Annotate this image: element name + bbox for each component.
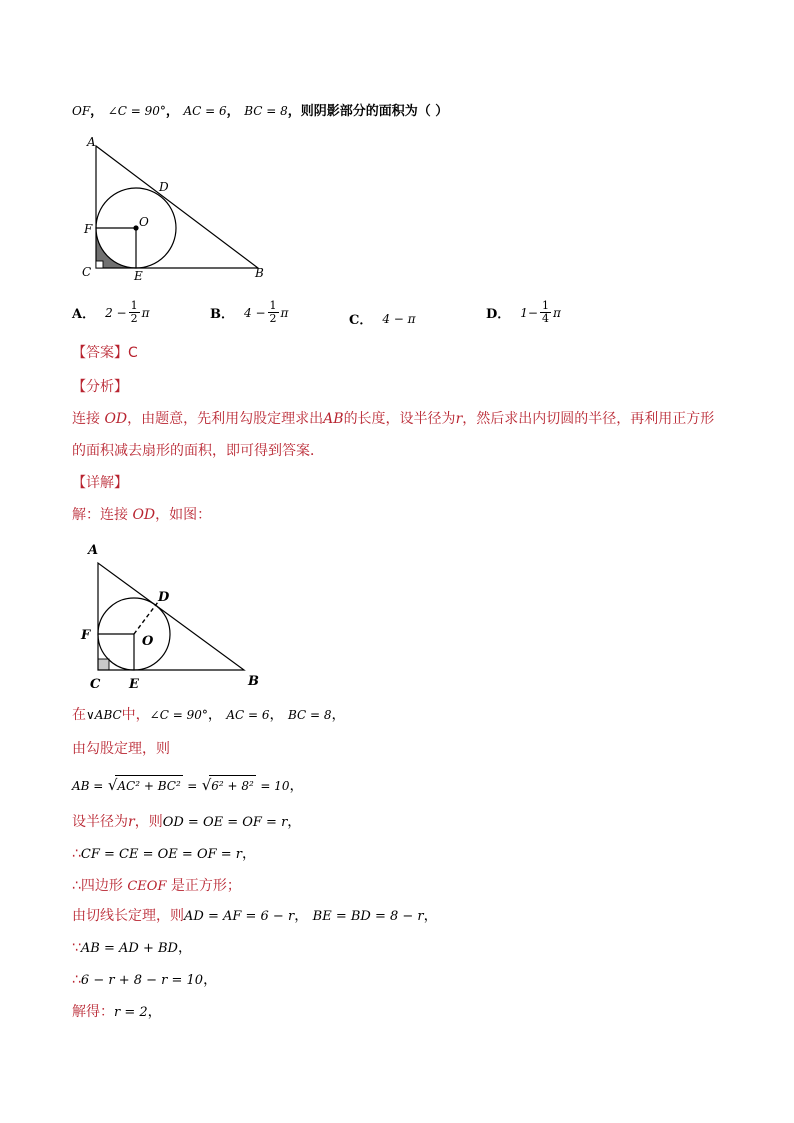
label-a: A (87, 135, 96, 149)
label-o: O (139, 215, 149, 229)
fraction: $\frac{1}{2}$ (130, 299, 138, 325)
detail-tag-line (72, 473, 128, 493)
label-o: O (142, 634, 154, 649)
answer-tag: 【答案】 (72, 345, 128, 361)
segment-of: OF (72, 104, 91, 118)
label-d: D (158, 590, 170, 605)
label-e: E (134, 269, 143, 283)
label-f: F (84, 222, 93, 236)
label-c: C (90, 677, 101, 692)
analysis-line-2: 的面积减去扇形的面积，即可得到答案． (72, 443, 324, 459)
detail-line-5: 设半径为r，则OD = OE = OF = r， (72, 814, 302, 830)
detail-line-4-pythagoras: AB = √AC² + BC² = √6² + 8² = 10， (72, 776, 304, 794)
triangle-abc (96, 146, 258, 268)
label-d: D (159, 180, 169, 194)
label-b: B (248, 674, 259, 689)
condition-ac: AC = 6 (183, 104, 227, 118)
label-f: F (81, 628, 91, 643)
detail-line-6: ∴CF = CE = OE = OF = r， (72, 846, 256, 862)
condition-angle-c: ∠C = 90° (107, 104, 166, 118)
label-c: C (82, 265, 92, 279)
triangle-abc (98, 563, 244, 670)
detail-line-11: 解得：r = 2， (72, 1004, 162, 1020)
detail-line-2: 在∨ABC中，∠C = 90°， AC = 6， BC = 8， (72, 707, 346, 723)
right-angle-mark (96, 261, 103, 268)
segment-od-dashed (134, 602, 158, 634)
analysis-tag-line (72, 377, 128, 397)
answer-value: C (128, 345, 138, 361)
detail-line-1: 解：连接 OD，如图： (72, 507, 212, 523)
option-b[interactable]: B． 4 − $\frac{1}{2}$ π (210, 299, 289, 325)
option-a[interactable]: A． 2 − $\frac{1}{2}$ π (72, 299, 150, 325)
label-e: E (129, 677, 139, 692)
answer-line (72, 343, 138, 363)
detail-line-9: ∵AB = AD + BD， (72, 940, 192, 956)
fraction: $\frac{1}{4}$ (541, 299, 549, 325)
detail-tag: 【详解】 (72, 475, 128, 491)
analysis-tag: 【分析】 (72, 379, 128, 395)
detail-line-8: 由切线长定理，则AD = AF = 6 − r， BE = BD = 8 − r， (72, 908, 438, 924)
label-b: B (255, 266, 264, 280)
option-d[interactable]: D． 1− $\frac{1}{4}$ π (486, 299, 561, 325)
fraction: $\frac{1}{2}$ (269, 299, 277, 325)
detail-line-7: ∴四边形 CEOF 是正方形； (72, 878, 241, 894)
question-stem: OF， ∠C = 90°， AC = 6， BC = 8，则阴影部分的面积为（ ） (72, 104, 449, 119)
analysis-line-1: 连接 OD，由题意，先利用勾股定理求出AB的长度，设半径为r，然后求出内切圆的半径，再利用正方形 (72, 411, 715, 427)
figure-2-triangle-incircle (78, 538, 278, 693)
square-ceof-fill (98, 659, 109, 670)
question-text: ，则阴影部分的面积为（ ） (287, 104, 449, 119)
detail-line-3: 由勾股定理，则 (72, 741, 170, 757)
option-c[interactable]: C． 4 − π (349, 311, 416, 328)
condition-bc: BC = 8 (244, 104, 288, 118)
detail-line-10: ∴6 − r + 8 − r = 10， (72, 972, 218, 988)
figure-1-triangle-incircle (76, 132, 276, 287)
center-point-o (133, 225, 138, 230)
label-a: A (88, 543, 99, 558)
